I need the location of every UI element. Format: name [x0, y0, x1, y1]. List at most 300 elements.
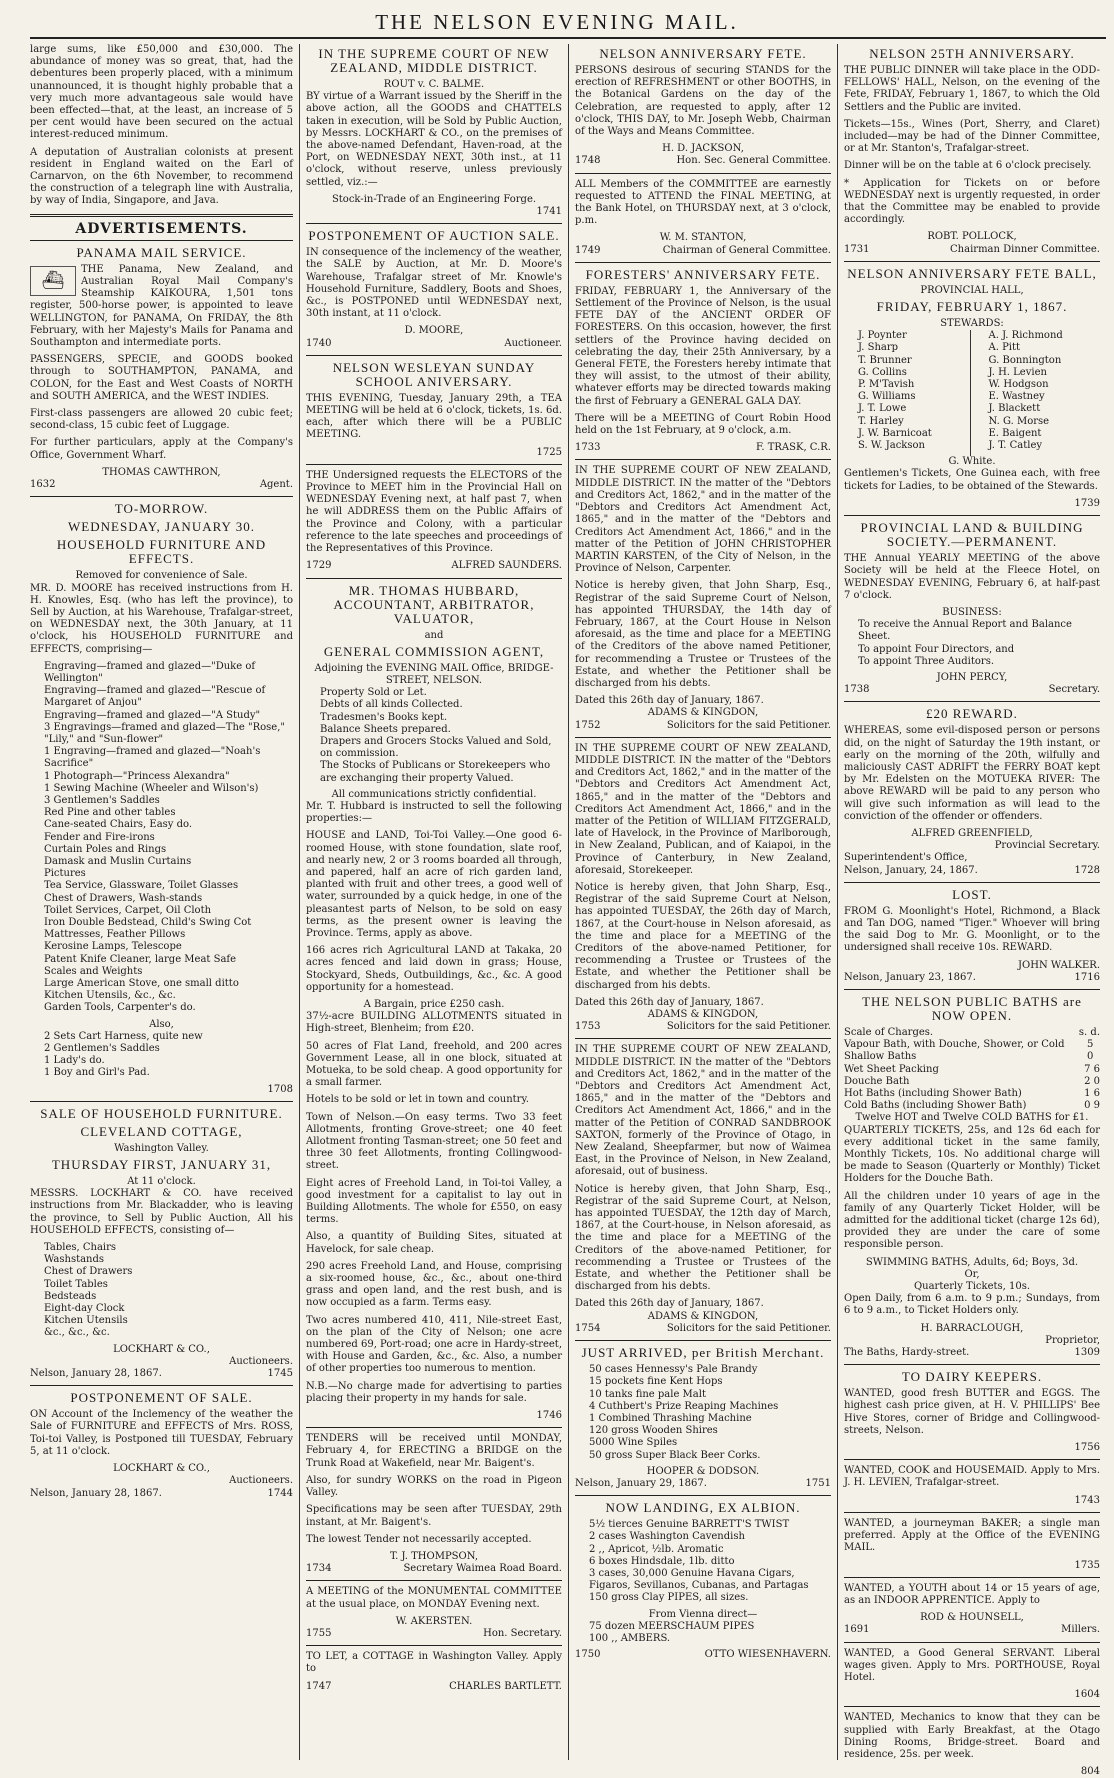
list-item: 100 ,, AMBERS. [589, 1632, 671, 1644]
court-case: ROUT v. C. BALME. [383, 79, 485, 90]
anniversary-dinner: Dinner will be on the table at 6 o'clock precisely. [844, 160, 1092, 172]
signer-role: Proprietor, [1045, 1334, 1100, 1346]
fitzgerald-date: Dated this 26th day of January, 1867. [575, 996, 764, 1008]
divider [844, 1577, 1100, 1578]
divider [30, 1101, 293, 1102]
list-item: 120 gross Wooden Shires [589, 1425, 718, 1437]
hubbard-address: Adjoining the EVENING MAIL Office, BRIDGE-STREET, NELSON. [314, 662, 554, 686]
advertisements-heading: ADVERTISEMENTS. [75, 220, 248, 237]
postponement-signature: LOCKHART & CO., [113, 1463, 210, 1475]
ad-number: 1604 [1074, 1689, 1100, 1701]
ball-date: FRIDAY, FEBRUARY 1, 1867. [876, 299, 1068, 315]
baths-children: All the children under 10 years of age in the family of any Quarterly Ticket Holder, will be admitted for the additional ticket (charge 12s 6d), provided they are under the care of some responsible person. [844, 1190, 1100, 1251]
wesleyan-title: NELSON WESLEYAN SUNDAY SCHOOL ANIVERSARY. [332, 359, 536, 389]
court-title: IN THE SUPREME COURT OF NEW ZEALAND, MIDDLE DISTRICT. [318, 46, 550, 75]
ad-number: 1691 [844, 1624, 870, 1636]
dairy-body: WANTED, good fresh BUTTER and EGGS. The highest cash price given, at H. V. PHILLIPS' Bee Hive Stores, corner of Bridge and Collingwood-streets, Nelson. [844, 1388, 1100, 1436]
fitzgerald-petition [575, 743, 831, 877]
postponement-title: POSTPONEMENT OF SALE. [70, 1390, 253, 1406]
list-item: 5000 Wine Spiles [589, 1437, 678, 1449]
ad-number: 1744 [267, 1487, 293, 1499]
court-side-label: IN THE SUPREME COURT OF NEW ZEALAND, MIDDLE DISTRICT. [575, 1044, 831, 1068]
list-item: 1 Sewing Machine (Wheeler and Wilson's) [44, 782, 259, 794]
baths-signature: H. BARRACLOUGH, [920, 1322, 1024, 1334]
list-item: 75 dozen MEERSCHAUM PIPES [589, 1620, 755, 1632]
court-side-label: IN THE SUPREME COURT OF NEW ZEALAND, MIDDLE DISTRICT. [575, 465, 831, 489]
bath-charge-row [844, 1100, 1100, 1112]
ad-date: Nelson, January 23, 1867. [844, 971, 976, 983]
now-landing-title: NOW LANDING, EX ALBION. [605, 1500, 801, 1516]
sale-signature: LOCKHART & CO., [113, 1343, 210, 1355]
baths-scale-label: Scale of Charges. [844, 1026, 934, 1038]
hubbard-p4: 37½-acre BUILDING ALLOTMENTS situated in High-street, Blenheim; from £20. [306, 1011, 562, 1035]
hubbard-p7: Town of Nelson.—On easy terms. Two 33 feet Allotments, fronting Grove-street; one 40 feet Allotment fronting Tasman-street; one 50 feet and three 30 feet Allotments, fronting Collingwood-street. [306, 1111, 562, 1172]
list-item: Toilet Tables [44, 1278, 108, 1290]
ad-number: 1729 [306, 560, 332, 572]
bath-charge-row [844, 1064, 1100, 1076]
fitzgerald-text: IN the matter of the "Debtors and Creditors Act, 1862," and in the matter of the "Debtors and Creditors Act Amendment Act, 1865," and in the matter of the "Debtors and Creditors Act Amendment Act, 1866," and in the matter of the Petition of WILLIAM FITZGERALD, late of Havelock, in the Province of Marlborough, in New Zealand, Publican, and of Kaiapoi, in the Province of Canterbury, in New Zealand, aforesaid, Storekeeper. [575, 754, 832, 876]
list-item: 5½ tierces Genuine BARRETT'S TWIST [589, 1519, 790, 1531]
ad-number: 1725 [536, 446, 562, 458]
ad-number: 1748 [575, 155, 601, 167]
signer-role: Chairman of General Committee. [662, 244, 831, 256]
baths-currency-label: s. d. [1078, 1026, 1100, 1038]
list-item: 6 boxes Hindsdale, 1lb. ditto [589, 1555, 735, 1567]
saxton-petition [575, 1044, 831, 1178]
hubbard-p9: Also, a quantity of Building Sites, situated at Havelock, for sale cheap. [306, 1231, 562, 1255]
reward-body: WHEREAS, some evil-disposed person or persons did, on the night of Saturday the 19th instant, or early on the morning of the 20th, wilfully and maliciously CAST ADRIFT the FERRY BOAT kept by Mr. Edelsten on the MOTUEKA RIVER: The above REWARD will be paid to any person who will give such information as will lead to the conviction of the offender or offenders. [844, 725, 1100, 822]
list-item: 3 Gentlemen's Saddles [44, 794, 160, 806]
just-arrived-list [589, 1364, 831, 1462]
list-item: Washstands [44, 1254, 105, 1266]
list-item: 15 pockets fine Kent Hops [589, 1376, 723, 1388]
bath-charge-row [844, 1076, 1100, 1088]
stewards-label: STEWARDS: [940, 318, 1004, 330]
panama-passengers: PASSENGERS, SPECIE, and GOODS booked through to SOUTHAMPTON, PANAMA, and COLON, for the East and West Coasts of NORTH and SOUTH AMERICA, and the WEST INDIES. [30, 354, 293, 402]
signer-role: Provincial Secretary. [994, 840, 1100, 852]
vienna-label: From Vienna direct— [648, 1608, 758, 1620]
just-arrived-title: JUST ARRIVED, per British Merchant. [581, 1345, 825, 1361]
list-item: 2 Sets Cart Harness, quite new [44, 1030, 203, 1042]
baths-or: Or, [964, 1268, 980, 1280]
anniversary-body: THE PUBLIC DINNER will take place in the ODD-FELLOWS' HALL, Nelson, on the evening of the Fete, FRIDAY, February 1, 1867, to which the Old Settlers and the Public are invited. [844, 65, 1100, 113]
stewards-list [844, 330, 1100, 456]
hubbard-services [320, 687, 562, 785]
list-item: Balance Sheets prepared. [320, 723, 451, 735]
steward-name: T. Harley [858, 415, 904, 427]
bath-charge-row [844, 1088, 1100, 1100]
list-item: Eight-day Clock [44, 1303, 125, 1315]
list-item: Tea Service, Glassware, Toilet Glasses [44, 880, 239, 892]
hubbard-bargain: A Bargain, price £250 cash. [363, 998, 505, 1010]
steward-name: J. T. Catley [988, 440, 1043, 452]
postponement-body: ON Account of the Inclemency of the weather the Sale of FURNITURE and EFFECTS of Mrs. ROSS, Toi-toi Valley, is Postponed till TUESDAY, February 5, at 11 o'clock. [30, 1409, 293, 1457]
date-heading: WEDNESDAY, JANUARY 30. [68, 519, 255, 535]
divider [306, 1580, 562, 1581]
youth-signature: ROD & HOUNSELL, [920, 1612, 1024, 1624]
ad-number: 1747 [306, 1680, 332, 1692]
steward-name: T. Brunner [858, 354, 912, 366]
reward-signature: ALFRED GREENFIELD, [911, 827, 1033, 839]
list-item: Chest of Drawers, Wash-stands [44, 892, 203, 904]
sale-time: At 11 o'clock. [127, 1176, 196, 1188]
divider [575, 459, 831, 460]
divider [306, 578, 562, 579]
divider [306, 464, 562, 465]
hubbard-p8: Eight acres of Freehold Land, in Toi-toi Valley, a good investment for a capitalist to lay out in Building Allotments. The whole for £550, on easy terms. [306, 1177, 562, 1226]
list-item: 2 cases Washington Cavendish [589, 1531, 745, 1543]
list-item: Property Sold or Let. [320, 687, 427, 699]
ad-number: 1755 [306, 1627, 332, 1639]
tenders-p3: Specifications may be seen after TUESDAY, 29th instant, at Mr. Baigent's. [306, 1504, 562, 1528]
anniversary-footer [844, 244, 1100, 256]
anniversary-signature: ROBT. POLLOCK, [927, 231, 1017, 243]
sale-list [44, 1242, 293, 1340]
panama-footer [30, 479, 293, 491]
to-let-footer [306, 1681, 562, 1693]
just-arrived-signature: HOOPER & DODSON. [646, 1465, 760, 1477]
fitzgerald-notice: Notice is hereby given, that John Sharp, Esq., Registrar of the said Supreme Court at Nelson, has appointed TUESDAY, the 26th day of March, 1867, at the Court-house in Nelson aforesaid, as the time and place for a MEETING of the Creditors of the above-named Petitioner, for recommending a Trustee or Trustees of the Estate, and whether the Petitioner shall be discharged from his debts. [575, 881, 831, 991]
dairy-title: TO DAIRY KEEPERS. [901, 1369, 1043, 1385]
list-item: 2 ,, Apricot, ½lb. Aromatic [589, 1543, 724, 1555]
divider [30, 1385, 293, 1386]
ad-number: 1738 [844, 684, 870, 696]
vienna-list [589, 1621, 831, 1645]
reward-title: £20 REWARD. [926, 706, 1018, 722]
hubbard-p6: Hotels to be sold or let in town and country. [306, 1094, 529, 1106]
bath-charge-price: 0 9 [1084, 1100, 1100, 1112]
hubbard-title-2: GENERAL COMMISSION AGENT, [323, 643, 545, 659]
ad-number: 1745 [267, 1368, 293, 1380]
signer-role: Chairman Dinner Committee. [950, 243, 1100, 255]
steward-name: G. Bonnington [988, 354, 1062, 366]
monumental-body: A MEETING of the MONUMENTAL COMMITTEE at the usual place, on MONDAY Evening next. [306, 1586, 562, 1610]
ad-number: 1752 [575, 719, 601, 731]
committee-body: ALL Members of the COMMITTEE are earnestly requested to ATTEND the FINAL MEETING, at the Bank Hotel, on THURSDAY next, at 3 o'clock, p.m. [575, 178, 831, 227]
lost-footer [844, 972, 1100, 984]
baths-scale-header [844, 1027, 1100, 1039]
list-item: Pictures [44, 868, 86, 880]
panama-luggage: First-class passengers are allowed 20 cubic feet; second-class, 15 cubic feet of Luggage. [30, 408, 293, 432]
divider [575, 262, 831, 263]
baths-twelve: Twelve HOT and Twelve COLD BATHS for £1. [855, 1112, 1089, 1124]
divider [306, 1427, 562, 1428]
steward-name: P. M'Tavish [858, 379, 915, 391]
sale-body: MESSRS. LOCKHART & CO. have received instructions from Mr. Blackadder, who is leaving the province, to Sell by Public Auction, All his HOUSEHOLD EFFECTS, consisting of— [30, 1188, 293, 1236]
ad-number: 804 [1080, 1766, 1100, 1778]
divider [844, 1642, 1100, 1643]
monumental-footer [306, 1628, 562, 1640]
divider [575, 1340, 831, 1341]
cook-body: WANTED, COOK and HOUSEMAID. Apply to Mrs. J. H. LEVIEN, Trafalgar-street. [844, 1465, 1100, 1489]
list-item: Curtain Poles and Rings [44, 843, 167, 855]
lead-paragraph: large sums, like £50,000 and £30,000. The abundance of money was so great, that, had the debentures been properly placed, with a minimum unannounced, it is thought highly probable that a very much more advantageous sale would have been effected—that, at the least, an increase of 5 per cent would have been secured on the actual interest-reduced minimum. [30, 44, 293, 141]
steward-name: G. Williams [858, 391, 916, 403]
furniture-list-2 [44, 1031, 293, 1080]
ad-date: Nelson, January 29, 1867. [575, 1477, 707, 1489]
hubbard-p3: 166 acres rich Agricultural LAND at Takaka, 20 acres fenced and laid down in grass; House, Stockyard, Sheds, Outbuildings, &c., &c. A good opportunity for a homestead. [306, 945, 562, 993]
signer-role: Secretary Waimea Road Board. [403, 1563, 562, 1575]
signer-role: Agent. [259, 479, 293, 491]
hubbard-p10: 290 acres Freehold Land, and House, comprising a six-roomed house, &c., &c., about one-third grass and open land, and the rest bush, and is now occupied as a farm. Terms easy. [306, 1260, 562, 1309]
court-side-label: IN THE SUPREME COURT OF NEW ZEALAND, MIDDLE DISTRICT. [575, 742, 831, 766]
panama-body [30, 264, 293, 349]
bath-charge-label: Hot Baths (including Shower Bath) [844, 1088, 1022, 1099]
steward-name: J. H. Levien [988, 366, 1047, 378]
list-item: Iron Double Bedstead, Child's Swing Cot [44, 916, 252, 928]
building-society-footer [844, 684, 1100, 696]
lost-title: LOST. [952, 886, 992, 902]
divider [844, 1459, 1100, 1460]
ad-number: 1309 [1074, 1347, 1100, 1359]
also-label: Also, [149, 1018, 174, 1030]
ad-number: 1741 [536, 206, 562, 218]
list-item: 150 gross Clay PIPES, all sizes. [589, 1592, 749, 1604]
hubbard-and: and [424, 629, 444, 641]
ad-number: 1716 [1074, 971, 1100, 983]
karsten-footer [575, 720, 831, 732]
baths-open: Open Daily, from 6 a.m. to 9 p.m.; Sundays, from 6 to 9 a.m., to Ticket Holders only. [844, 1293, 1100, 1317]
list-item: 1 Lady's do. [44, 1055, 105, 1067]
list-item: Engraving—framed and glazed—"A Study" [44, 709, 261, 721]
list-item: Red Pine and other tables [44, 807, 176, 819]
ad-date: Nelson, January 28, 1867. [30, 1368, 162, 1380]
committee-footer [575, 245, 831, 257]
tenders-p4: The lowest Tender not necessarily accepted. [306, 1533, 532, 1545]
baths-title: THE NELSON PUBLIC BATHS are NOW OPEN. [862, 993, 1082, 1023]
steward-name: G. Collins [858, 366, 907, 378]
bath-charge-price: 2 0 [1084, 1075, 1100, 1087]
list-item: Kitchen Utensils, &c., &c. [44, 990, 176, 1002]
list-item: Damask and Muslin Curtains [44, 855, 192, 867]
lost-signature: JOHN WALKER. [1018, 959, 1100, 971]
list-item: 1 Combined Thrashing Machine [589, 1412, 752, 1424]
ad-number: 1733 [575, 442, 601, 454]
list-item: 10 tanks fine pale Malt [589, 1388, 706, 1400]
list-item: Garden Tools, Carpenter's do. [44, 1002, 196, 1014]
sale-title: SALE OF HOUSEHOLD FURNITURE. [40, 1105, 283, 1121]
deputation-paragraph: A deputation of Australian colonists at present resident in England waited on the Earl of Carnarvon, on the 6th November, to recommend the construction of a telegraph line with Australia, by way of India, Singapore, and Java. [30, 146, 293, 207]
signer-role: Millers. [1061, 1624, 1100, 1636]
steamship-icon: ⛴ [30, 266, 76, 296]
list-item: To appoint Four Directors, and [858, 643, 1015, 655]
steward-name: J. Poynter [858, 330, 907, 342]
to-let-signature: CHARLES BARTLETT. [449, 1680, 562, 1692]
baths-quarterly-tickets: Quarterly Tickets, 10s. [913, 1281, 1031, 1293]
column-3 [568, 44, 837, 1760]
wesleyan-body: THIS EVENING, Tuesday, January 29th, a TEA MEETING will be held at 6 o'clock, tickets, 1s. 6d. each, after which there will be a PUBLIC MEETING. [306, 392, 562, 441]
baths-address: The Baths, Hardy-street. [844, 1347, 970, 1359]
karsten-text: IN the matter of the "Debtors and Creditors Act, 1862," and in the matter of the "Debtors and Creditors Act Amendment Act, 1865," and in the matter of the "Debtors and Creditors Act Amendment Act, 1866," and in the matter of the Petition of JOHN CHRISTOPHER MARTIN KARSTEN, of the City of Nelson, in the Province of Nelson, Carpenter. [575, 477, 832, 575]
column-2 [299, 44, 568, 1760]
karsten-petition [575, 465, 831, 575]
fete-signature: H. D. JACKSON, [662, 143, 744, 155]
page-columns [30, 44, 1106, 1778]
hubbard-p2: HOUSE and LAND, Toi-Toi Valley.—One good 6-roomed House, with stone foundation, slate roof, and nearly new, 2 or 3 rooms boarded all through, and papered, half an acre of rich garden land, planted with fruit and other trees, a good well of water, surrounded by a quick hedge, in one of the pleasantest parts of Nelson, to be sold on easy terms, as the present owner is leaving the Province. Terms, apply as above. [306, 830, 562, 939]
list-item: Tradesmen's Books kept. [320, 711, 448, 723]
bath-charge-row [844, 1039, 1100, 1063]
column-4 [837, 44, 1106, 1778]
court-body: BY virtue of a Warrant issued by the Sheriff in the above action, all the GOODS and CHATTELS taken in execution, will be Sold by Public Auction, by Messrs. LOCKHART & CO., on the premises of the above-named Defendant, Haven-road, at the Port, on WEDNESDAY NEXT, 30th inst., at 11 o'clock, without reserve, unless previously settled, viz.:— [306, 91, 562, 188]
auction-postponement-body: IN consequence of the inclemency of the weather, the SALE by Auction, at Mr. D. Moore's Warehouse, Trafalgar street of Mr. Knowle's Household Furniture, Saddlery, Boots and Shoes, &c., is POSTPONED until WEDNESDAY next, 30th instant, at 11 o'clock. [306, 247, 562, 320]
saxton-footer [575, 1323, 831, 1335]
divider [844, 1512, 1100, 1513]
auction-signature: D. MOORE, [404, 325, 464, 337]
hubbard-p12: N.B.—No charge made for advertising to parties placing their property in my hands for sale. [306, 1380, 562, 1404]
furniture-body: MR. D. MOORE has received instructions from H. H. Knowles, Esq. (who has left the province), to Sell by Auction, at his Warehouse, Trafalgar-street, on WEDNESDAY next, the 30th January, at 11 o'clock, his HOUSEHOLD FURNITURE and EFFECTS, comprising— [30, 582, 293, 655]
fete-footer [575, 155, 831, 167]
karsten-date: Dated this 26th day of January, 1867. [575, 695, 764, 707]
electors-footer [306, 560, 562, 572]
hubbard-p11: Two acres numbered 410, 411, Nile-street East, on the plan of the City of Nelson; one acre numbered 69, Port-road; one acre in Hardy-street, with House and Garden, &c., &c. Also, a number of other properties too numerous to mention. [306, 1314, 562, 1375]
steward-name: N. G. Morse [988, 415, 1050, 427]
bath-charge-label: Vapour Bath, with Douche, Shower, or Cold Shallow Baths [844, 1039, 1065, 1063]
sale-footer [30, 1368, 293, 1380]
ad-number: 1739 [1074, 497, 1100, 509]
divider [575, 173, 831, 174]
fete-title: NELSON ANNIVERSARY FETE. [599, 46, 807, 61]
saxton-date: Dated this 26th day of January, 1867. [575, 1298, 764, 1310]
steward-name: J. Blackett [988, 403, 1041, 415]
signer-role: Solicitors for the said Petitioner. [666, 1322, 831, 1334]
list-item: Large American Stove, one small ditto [44, 978, 239, 989]
now-landing-signature: OTTO WIESENHAVERN. [704, 1649, 831, 1661]
list-item: To receive the Annual Report and Balance Sheet. [858, 619, 1072, 643]
divider [844, 882, 1100, 883]
bath-charge-price: 5 0 [1086, 1039, 1094, 1063]
karsten-notice: Notice is hereby given, that John Sharp, Esq., Registrar of the said Supreme Court of Nelson, has appointed THURSDAY, the 14th day of February, 1867, at the Court House in Nelson aforesaid, as the time and place for a MEETING of the Creditors of the above named Petitioner, for recommending a Trustee or Trustees of the Estate, and whether the Petitioner shall be discharged from his debts. [575, 580, 831, 689]
list-item: Engraving—framed and glazed—"Rescue of Margaret of Anjou" [44, 685, 266, 709]
list-item: 1 Photograph—"Princess Alexandra" [44, 770, 230, 782]
steward-name: J. Sharp [858, 342, 899, 354]
steward-name: A. J. Richmond [988, 330, 1063, 342]
tenders-body: TENDERS will be received until MONDAY, February 4, for ERECTING a BRIDGE on the Trunk Road at Wakefield, near Mr. Baigent's. [306, 1433, 562, 1469]
list-item: Scales and Weights [44, 965, 143, 977]
signer-role: Secretary. [1048, 684, 1100, 696]
building-society-body: THE Annual YEARLY MEETING of the above Society will be held at the Fleece Hotel, on WEDNESDAY EVENING, February 6, at half-past 7 o'clock. [844, 553, 1100, 601]
cottage-heading: CLEVELAND COTTAGE, [80, 1123, 243, 1139]
sale-date: THURSDAY FIRST, JANUARY 31, [51, 1157, 272, 1173]
saxton-signature: ADAMS & KINGDON, [647, 1310, 759, 1322]
ad-number: 1740 [306, 337, 332, 349]
anniversary-application: * Application for Tickets on or before WEDNESDAY next is urgently requested, in order that the Committee may be enabled to provide accordingly. [844, 177, 1100, 226]
saxton-text: IN the matter of the "Debtors and Creditors Act, 1862," and in the matter of the "Debtors and Creditors Act Amendment Act, 1865," and in the matter of the "Debtors and Creditors Act Amendment Act, 1866," and in the matter of the Petition of CONRAD SANDBROOK SAXTON, formerly of the Province of Otago, in New Zealand, Sheepfarmer, but now of Waimea East, in the Province of Nelson, in New Zealand, aforesaid, out of business. [575, 1056, 832, 1178]
fitzgerald-footer [575, 1021, 831, 1033]
stewards-right [989, 330, 1101, 452]
divider [575, 1038, 831, 1039]
steward-name: W. Hodgson [988, 379, 1049, 391]
foresters-body: FRIDAY, FEBRUARY 1, the Anniversary of the Settlement of the Province of Nelson, is the usual FETE DAY of the ANCIENT ORDER OF FORESTERS. On this occasion, however, the first settlers of the Province having decided on celebrating the day, their 25th Anniversary, by a General FETE, the Foresters hereby intimate that they will assist, to the utmost of their ability, whatever efforts may be directed towards making the first of February a GENERAL GALA DAY. [575, 285, 831, 407]
electors-body: THE Undersigned requests the ELECTORS of the Province to MEET him in the Provincial Hall on WEDNESDAY Evening next, at half past 7, when he will ADDRESS them on the Public Affairs of the Province and Colony, with a particular reference to the late speeches and proceedings of the Representatives of this Province. [306, 469, 562, 555]
divider [844, 989, 1100, 990]
list-item: To appoint Three Auditors. [858, 655, 995, 667]
lost-body: FROM G. Moonlight's Hotel, Richmond, a Black and Tan DOG, named "Tiger." Whoever will bring the said Dog to Mr. G. Moonlight, or to the undersigned shall receive 10s. REWARD. [844, 905, 1100, 954]
divider [575, 737, 831, 738]
valley-label: Washington Valley. [114, 1142, 209, 1154]
foresters-p2: There will be a MEETING of Court Robin Hood held on the 1st February, at 9 o'clock, a.m. [575, 412, 831, 437]
ad-number: 1734 [306, 1563, 332, 1575]
tomorrow-heading: TO-MORROW. [114, 501, 209, 517]
panama-signature: THOMAS CAWTHRON, [102, 466, 221, 478]
steward-name: J. T. Lowe [858, 403, 907, 415]
divider [844, 1706, 1100, 1707]
divider [30, 240, 293, 241]
tenders-footer [306, 1563, 562, 1575]
postponement-footer [30, 1488, 293, 1500]
signer-role: Auctioneers. [229, 1475, 293, 1487]
anniversary-title: NELSON 25TH ANNIVERSARY. [869, 46, 1075, 61]
stewards-left [858, 330, 970, 452]
youth-body: WANTED, a YOUTH about 14 or 15 years of age, as an INDOOR APPRENTICE. Apply to [844, 1582, 1100, 1606]
list-item: Mattresses, Feather Pillows [44, 929, 186, 941]
list-item: 3 Engravings—framed and glazed—The "Rose," "Lily," and "Sun-flower" [44, 721, 285, 745]
ad-number: 1749 [575, 244, 601, 256]
now-landing-footer [575, 1649, 831, 1661]
ad-number: 1750 [575, 1649, 601, 1661]
reward-office: Superintendent's Office, [844, 852, 968, 864]
tenders-signature: T. J. THOMPSON, [389, 1550, 479, 1562]
to-let-body: TO LET, a COTTAGE in Washington Valley. Apply to [306, 1651, 562, 1675]
steward-name: A. Pitt [988, 342, 1021, 354]
list-item: 4 Cuthbert's Prize Reaping Machines [589, 1400, 779, 1412]
list-item: Debts of all kinds Collected. [320, 699, 463, 711]
steward-name: E. Baigent [988, 427, 1042, 439]
masthead [0, 0, 1114, 40]
steward-name: S. W. Jackson [858, 440, 925, 452]
divider [844, 515, 1100, 516]
mechanics-body: WANTED, Mechanics to know that they can be supplied with Early Breakfast, at the Otago Dining Rooms, Bridge-street. Board and residence, 25s. per week. [844, 1712, 1100, 1760]
bath-charge-price: 7 6 [1084, 1063, 1100, 1075]
anniversary-tickets: Tickets—15s., Wines (Port, Sherry, and Claret) included—may be had of the Dinner Committee, or at Mr. Stanton's, Trafalgar-street. [844, 118, 1100, 155]
building-society-signature: JOHN PERCY, [936, 671, 1008, 683]
ad-number: 1754 [575, 1322, 601, 1334]
ad-date: Nelson, January 28, 1867. [30, 1487, 162, 1499]
fete-body: PERSONS desirous of securing STANDS for the erection of REFRESHMENT or other BOOTHS, in the Botanical Gardens on the day of the Celebration, are requested to apply, after 12 o'clock, THIS DAY, to Mr. Joseph Webb, Chairman of the Ways and Means Committee. [575, 65, 831, 138]
hubbard-p5: 50 acres of Flat Land, freehold, and 200 acres Government Lease, all in one block, situated at Motueka, to be sold cheap. A good opportunity for a small farmer. [306, 1040, 562, 1089]
column-1 [30, 44, 299, 1760]
hubbard-title: MR. THOMAS HUBBARD, ACCOUNTANT, ARBITRATOR, VALUATOR, [333, 582, 535, 626]
auction-postponement-title: POSTPONEMENT OF AUCTION SALE. [308, 228, 560, 244]
list-item: &c., &c., &c. [44, 1327, 110, 1339]
furniture-list [44, 661, 293, 1015]
fitzgerald-signature: ADAMS & KINGDON, [647, 1009, 759, 1021]
auction-footer [306, 338, 562, 350]
ad-number: 1753 [575, 1021, 601, 1033]
signer-role: Hon. Secretary. [483, 1627, 562, 1639]
list-item: The Stocks of Publicans or Storekeepers who are exchanging their property Valued. [320, 760, 551, 784]
ad-number: 1731 [844, 243, 870, 255]
ball-hall: PROVINCIAL HALL, [920, 284, 1024, 296]
signer-role: Solicitors for the said Petitioner. [666, 719, 831, 731]
divider [844, 261, 1100, 262]
list-item: Drapers and Grocers Stocks Valued and Sold, on commission. [320, 735, 552, 760]
list-item: Engraving—framed and glazed—"Duke of Wellington" [44, 660, 256, 684]
baker-body: WANTED, a journeyman BAKER; a single man preferred. Apply at the Office of the EVENING MAIL. [844, 1517, 1100, 1554]
list-item: 2 Gentlemen's Saddles [44, 1043, 160, 1055]
ball-tickets: Gentlemen's Tickets, One Guinea each, with free tickets for Ladies, to be obtained of the Stewards. [844, 468, 1100, 492]
baths-footer [844, 1347, 1100, 1359]
building-society-title: PROVINCIAL LAND & BUILDING SOCIETY.—PERMANENT. [860, 520, 1084, 550]
bath-charge-label: Cold Baths (including Shower Bath) [844, 1100, 1027, 1112]
list-item: Cane-seated Chairs, Easy do. [44, 819, 193, 831]
divider [306, 1645, 562, 1646]
ad-number: 1728 [1074, 864, 1100, 876]
tenders-p2: Also, for sundry WORKS on the road in Pigeon Valley. [306, 1474, 562, 1499]
court-stock: Stock-in-Trade of an Engineering Forge. [331, 193, 537, 205]
youth-footer [844, 1624, 1100, 1636]
hubbard-p1: Mr. T. Hubbard is instructed to sell the following properties:— [306, 800, 562, 825]
saxton-notice: Notice is hereby given, that John Sharp, Esq., Registrar of the said Supreme Court, at Nelson, has appointed TUESDAY, the 12th day of March, 1867, at the Court-house, in Nelson aforesaid, as the time and place for a MEETING of the Creditors of the above-named Petitioner, for recommending a Trustee or Trustees of the Estate, and whether the Petitioner shall be discharged from his debts. [575, 1183, 831, 1293]
